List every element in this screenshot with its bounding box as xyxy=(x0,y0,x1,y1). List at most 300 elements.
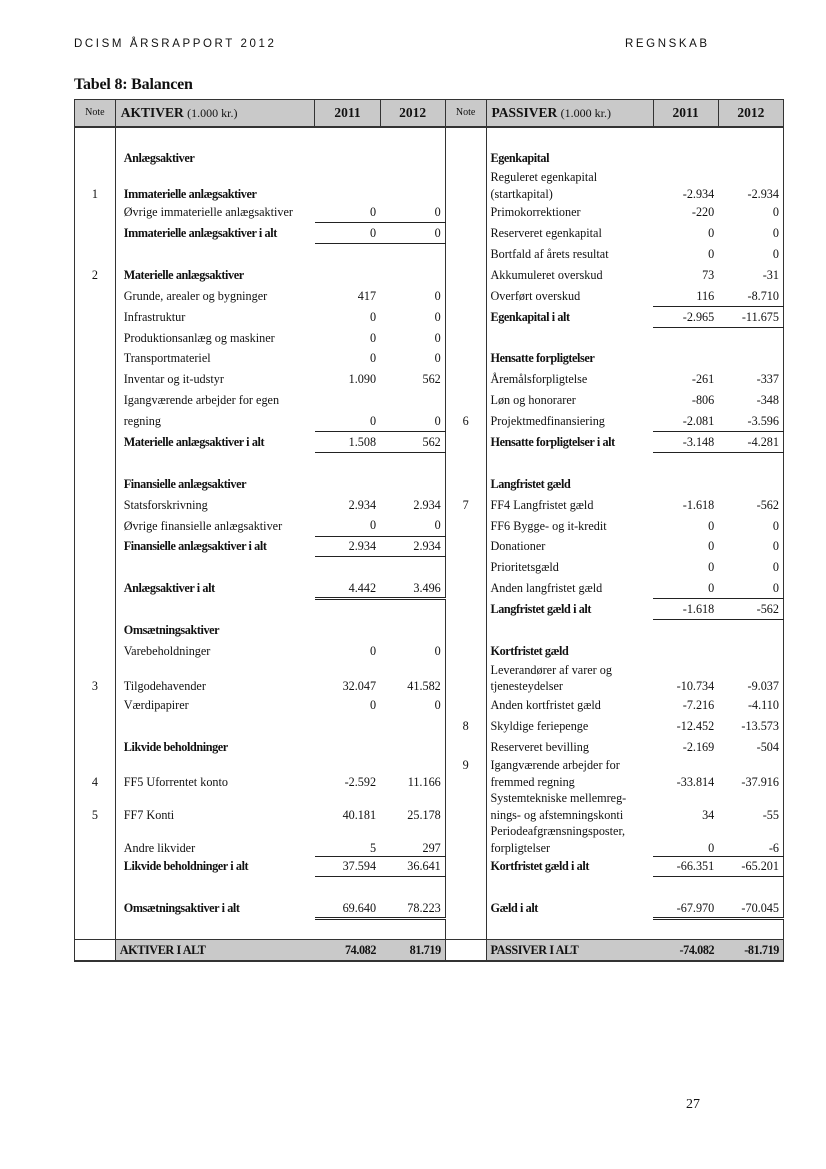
aktiver-2011-value: 32.047 xyxy=(342,679,377,694)
passiver-2012-value: 0 xyxy=(718,536,783,557)
aktiver-note xyxy=(75,452,116,473)
passiver-2011-value: -12.452 xyxy=(676,718,715,733)
aktiver-heading: AKTIVER xyxy=(120,105,184,120)
passiver-note xyxy=(445,620,486,641)
aktiver-2012-value: 25.178 xyxy=(407,807,441,822)
aktiver-note xyxy=(75,898,116,919)
aktiver-label: Værdipapirer xyxy=(123,697,189,712)
aktiver-2011-value xyxy=(315,736,380,757)
passiver-note xyxy=(445,185,486,202)
aktiver-2011-value: 37.594 xyxy=(315,856,380,877)
passiver-total-2012: -81.719 xyxy=(718,940,783,962)
passiver-2012-value xyxy=(718,452,783,473)
passiver-label: Primokorrektioner xyxy=(490,205,581,220)
aktiver-note xyxy=(75,515,116,536)
passiver-label: FF4 Langfristet gæld xyxy=(490,497,594,512)
passiver-2011-value xyxy=(653,823,718,840)
passiver-2011-value: -10.734 xyxy=(676,679,715,694)
aktiver-note: 4 xyxy=(75,774,116,791)
passiver-label: Systemtekniske mellemreg- xyxy=(490,791,627,806)
aktiver-2011-value xyxy=(315,620,380,641)
aktiver-label: Øvrige finansielle anlægsaktiver xyxy=(123,518,283,533)
passiver-label: fremmed regning xyxy=(490,774,575,789)
passiver-2012-value: -348 xyxy=(718,390,783,411)
passiver-note: 9 xyxy=(445,757,486,774)
aktiver-2012-value: 0 xyxy=(434,697,441,712)
aktiver-note xyxy=(75,369,116,390)
aktiver-2011-value xyxy=(315,557,380,578)
passiver-2011-value xyxy=(653,919,718,940)
table-row xyxy=(75,557,784,578)
aktiver-2011-value xyxy=(315,148,380,169)
passiver-note xyxy=(445,640,486,661)
aktiver-note xyxy=(75,169,116,186)
passiver-2011-value: 73 xyxy=(702,267,715,282)
passiver-2012-value: 0 xyxy=(718,557,783,578)
passiver-2012-value: 0 xyxy=(718,202,783,223)
passiver-note xyxy=(445,285,486,306)
aktiver-2011-value: 0 xyxy=(369,309,377,324)
aktiver-2011-value: 0 xyxy=(369,330,377,345)
passiver-label xyxy=(486,919,653,940)
aktiver-note xyxy=(75,432,116,453)
passiver-2012-value xyxy=(718,757,783,774)
passiver-2012-value xyxy=(718,169,783,186)
passiver-2012-value: -4.110 xyxy=(718,694,783,715)
aktiver-note xyxy=(75,840,116,857)
passiver-label: (startkapital) xyxy=(490,186,553,201)
table-row xyxy=(75,223,784,244)
aktiver-2012-value xyxy=(380,148,445,169)
aktiver-2012-value: 0 xyxy=(434,643,441,658)
aktiver-2011-value: 0 xyxy=(369,643,377,658)
aktiver-2011-value: 0 xyxy=(315,202,380,223)
passiver-2012-value: 0 xyxy=(718,223,783,244)
passiver-2011-value: -67.970 xyxy=(653,898,718,919)
table-row xyxy=(75,919,784,940)
table-row xyxy=(75,774,784,791)
aktiver-2011-value xyxy=(315,264,380,285)
passiver-2011-value: -2.169 xyxy=(682,739,715,754)
aktiver-note: 1 xyxy=(75,185,116,202)
passiver-note xyxy=(445,432,486,453)
aktiver-2012-value: 562 xyxy=(380,432,445,453)
passiver-2011-value xyxy=(653,169,718,186)
passiver-2012-value xyxy=(718,148,783,169)
aktiver-note xyxy=(75,877,116,898)
aktiver-note xyxy=(75,715,116,736)
table-row xyxy=(75,856,784,877)
aktiver-2012-value: 3.496 xyxy=(380,578,445,599)
passiver-label: Periodeafgrænsningsposter, xyxy=(490,824,626,839)
table-row xyxy=(75,327,784,348)
aktiver-note xyxy=(75,306,116,327)
aktiver-label: Immaterielle anlægsaktiver i alt xyxy=(123,226,277,241)
aktiver-label: Transportmateriel xyxy=(123,351,211,366)
aktiver-2011-value: 1.508 xyxy=(315,432,380,453)
aktiver-2011-value xyxy=(315,919,380,940)
passiver-note xyxy=(445,348,486,369)
passiver-note: 8 xyxy=(445,715,486,736)
table-row xyxy=(75,757,784,774)
aktiver-2012-value xyxy=(380,264,445,285)
passiver-2012-value: -11.675 xyxy=(718,306,783,327)
aktiver-2012-value: 0 xyxy=(380,202,445,223)
aktiver-note xyxy=(75,790,116,807)
passiver-2012-header: 2012 xyxy=(718,100,783,128)
passiver-label: Kortfristet gæld xyxy=(490,643,569,658)
passiver-2011-value xyxy=(653,661,718,678)
aktiver-label: FF7 Konti xyxy=(123,807,175,822)
aktiver-note xyxy=(75,411,116,432)
passiver-total-label: PASSIVER I ALT xyxy=(486,940,653,962)
table-row xyxy=(75,473,784,494)
aktiver-2011-value xyxy=(315,390,380,411)
passiver-2012-value: -13.573 xyxy=(718,715,783,736)
passiver-note xyxy=(445,306,486,327)
aktiver-total-2012: 81.719 xyxy=(380,940,445,962)
aktiver-note xyxy=(75,148,116,169)
aktiver-note xyxy=(75,823,116,840)
passiver-note xyxy=(445,390,486,411)
table-row xyxy=(75,369,784,390)
table-row xyxy=(75,432,784,453)
aktiver-2011-value: 69.640 xyxy=(315,898,380,919)
aktiver-note xyxy=(75,919,116,940)
table-title: Tabel 8: Balancen xyxy=(74,76,193,93)
passiver-2012-value xyxy=(718,919,783,940)
aktiver-2012-value xyxy=(380,715,445,736)
passiver-label: Donationer xyxy=(490,539,546,554)
passiver-label: Skyldige feriepenge xyxy=(490,718,589,733)
passiver-2012-value: -55 xyxy=(718,807,783,824)
aktiver-2012-value xyxy=(380,185,445,202)
passiver-label: FF6 Bygge- og it-kredit xyxy=(490,518,607,533)
aktiver-note xyxy=(75,694,116,715)
passiver-note xyxy=(445,919,486,940)
table-row xyxy=(75,823,784,840)
passiver-note xyxy=(445,223,486,244)
passiver-label: nings- og afstemningskonti xyxy=(490,807,624,822)
aktiver-2011-value: 0 xyxy=(369,697,377,712)
aktiver-note xyxy=(75,244,116,265)
passiver-2011-value xyxy=(653,790,718,807)
passiver-label: Egenkapital xyxy=(490,151,550,166)
aktiver-total-2011: 74.082 xyxy=(315,940,380,962)
passiver-2012-value xyxy=(718,473,783,494)
aktiver-2012-value: 0 xyxy=(434,288,441,303)
aktiver-2012-value xyxy=(380,557,445,578)
aktiver-2012-value xyxy=(380,877,445,898)
aktiver-2011-value: 40.181 xyxy=(342,807,377,822)
passiver-note xyxy=(445,694,486,715)
aktiver-label: Omsætningsaktiver xyxy=(123,623,220,638)
top-spacer-row xyxy=(75,127,784,148)
totals-row xyxy=(75,940,784,962)
aktiver-2012-value: 2.934 xyxy=(413,497,441,512)
aktiver-label: Infrastruktur xyxy=(123,309,186,324)
passiver-label: Hensatte forpligtelser xyxy=(490,351,595,366)
passiver-2012-value: -65.201 xyxy=(718,856,783,877)
table-row xyxy=(75,694,784,715)
aktiver-2012-header: 2012 xyxy=(380,100,445,128)
aktiver-2012-value xyxy=(380,919,445,940)
passiver-2011-value: 0 xyxy=(653,578,718,599)
aktiver-note xyxy=(75,856,116,877)
aktiver-2012-value xyxy=(380,736,445,757)
passiver-note: 7 xyxy=(445,494,486,515)
passiver-2012-value xyxy=(718,640,783,661)
table-row xyxy=(75,348,784,369)
aktiver-2011-value xyxy=(315,452,380,473)
aktiver-label: Immaterielle anlægsaktiver xyxy=(123,186,257,201)
aktiver-label: Likvide beholdninger i alt xyxy=(123,859,249,874)
passiver-note xyxy=(445,244,486,265)
passiver-2011-value: 0 xyxy=(653,840,718,857)
passiver-2011-value: 0 xyxy=(708,518,715,533)
passiver-2011-value xyxy=(653,327,718,348)
table-row xyxy=(75,578,784,599)
aktiver-2012-value: 562 xyxy=(422,372,441,387)
aktiver-label xyxy=(115,599,315,620)
passiver-label: Løn og honorarer xyxy=(490,393,576,408)
aktiver-label xyxy=(115,661,315,678)
table-row xyxy=(75,736,784,757)
passiver-label xyxy=(486,327,653,348)
passiver-2011-value xyxy=(653,348,718,369)
aktiver-label: Øvrige immaterielle anlægsaktiver xyxy=(123,205,293,220)
passiver-2012-value: 0 xyxy=(718,578,783,599)
table-row xyxy=(75,640,784,661)
aktiver-2012-value: 36.641 xyxy=(380,856,445,877)
aktiver-label: Inventar og it-udstyr xyxy=(123,372,224,387)
passiver-label: tjenesteydelser xyxy=(490,679,563,694)
passiver-note xyxy=(445,202,486,223)
aktiver-label xyxy=(115,244,315,265)
aktiver-label: Varebeholdninger xyxy=(123,643,211,658)
table-row xyxy=(75,148,784,169)
aktiver-2012-value xyxy=(380,390,445,411)
table-row xyxy=(75,661,784,678)
aktiver-2011-value xyxy=(315,757,380,774)
passiver-2011-value: 0 xyxy=(708,226,715,241)
passiver-note xyxy=(445,169,486,186)
aktiver-2012-value: 11.166 xyxy=(407,774,441,789)
passiver-unit: (1.000 kr.) xyxy=(560,106,611,120)
passiver-label: Prioritetsgæld xyxy=(490,560,559,575)
aktiver-label: regning xyxy=(123,414,161,429)
table-row xyxy=(75,807,784,824)
aktiver-2011-value xyxy=(315,877,380,898)
aktiver-2011-value: 0 xyxy=(369,351,377,366)
aktiver-2011-value: 0 xyxy=(315,515,380,536)
table-row xyxy=(75,790,784,807)
aktiver-2011-value xyxy=(315,790,380,807)
aktiver-label: Produktionsanlæg og maskiner xyxy=(123,330,275,345)
table-row xyxy=(75,264,784,285)
passiver-2011-value: 0 xyxy=(708,560,715,575)
passiver-note: 6 xyxy=(445,411,486,432)
table-row xyxy=(75,390,784,411)
passiver-2011-value xyxy=(653,877,718,898)
aktiver-2012-value: 2.934 xyxy=(380,536,445,557)
aktiver-label xyxy=(115,757,315,774)
aktiver-note xyxy=(75,494,116,515)
passiver-label: Igangværende arbejder for xyxy=(490,758,620,773)
passiver-2011-value: 0 xyxy=(708,247,715,261)
aktiver-label xyxy=(115,452,315,473)
aktiver-label xyxy=(115,823,315,840)
table-row xyxy=(75,877,784,898)
passiver-2012-value: -9.037 xyxy=(718,678,783,695)
aktiver-label: Grunde, arealer og bygninger xyxy=(123,288,268,303)
passiver-2012-value xyxy=(718,661,783,678)
passiver-label xyxy=(486,452,653,473)
passiver-2011-value: -1.618 xyxy=(653,599,718,620)
aktiver-note xyxy=(75,536,116,557)
passiver-label: Langfristet gæld xyxy=(490,476,571,491)
note-column-header-right: Note xyxy=(445,100,486,128)
passiver-label: Akkumuleret overskud xyxy=(490,267,603,282)
aktiver-label xyxy=(115,919,315,940)
aktiver-note: 5 xyxy=(75,807,116,824)
passiver-2011-value: -261 xyxy=(691,372,715,387)
passiver-heading: PASSIVER xyxy=(491,105,558,120)
aktiver-unit: (1.000 kr.) xyxy=(187,106,238,120)
passiver-2011-value: 0 xyxy=(708,539,715,554)
passiver-2011-value: 34 xyxy=(702,807,715,822)
passiver-2011-value: -806 xyxy=(691,393,715,408)
table-row xyxy=(75,494,784,515)
aktiver-2011-value: 2.934 xyxy=(348,497,377,512)
passiver-note xyxy=(445,807,486,824)
page-number: 27 xyxy=(686,1097,700,1112)
aktiver-note xyxy=(75,285,116,306)
aktiver-2012-value xyxy=(380,599,445,620)
table-row xyxy=(75,898,784,919)
aktiver-2011-value xyxy=(315,185,380,202)
aktiver-2012-value: 0 xyxy=(380,223,445,244)
aktiver-note xyxy=(75,202,116,223)
passiver-2011-value xyxy=(653,640,718,661)
aktiver-2012-value xyxy=(380,620,445,641)
aktiver-label xyxy=(115,169,315,186)
passiver-note xyxy=(445,557,486,578)
passiver-label: Overført overskud xyxy=(490,288,581,303)
aktiver-label: Igangværende arbejder for egen xyxy=(123,393,280,408)
table-row xyxy=(75,285,784,306)
aktiver-2011-value xyxy=(315,823,380,840)
passiver-label: forpligtelser xyxy=(490,840,551,855)
passiver-2012-value xyxy=(718,620,783,641)
passiver-2012-value: -562 xyxy=(718,494,783,515)
aktiver-2011-value xyxy=(315,661,380,678)
aktiver-2011-value: 1.090 xyxy=(348,372,377,387)
aktiver-label: Anlægsaktiver i alt xyxy=(123,581,215,596)
aktiver-2012-value xyxy=(380,823,445,840)
passiver-2012-value: -31 xyxy=(718,264,783,285)
passiver-note xyxy=(445,877,486,898)
aktiver-label xyxy=(115,715,315,736)
aktiver-2012-value: 297 xyxy=(380,840,445,857)
aktiver-2012-value: 41.582 xyxy=(407,679,441,694)
passiver-2012-value xyxy=(718,877,783,898)
aktiver-2012-value xyxy=(380,169,445,186)
passiver-note xyxy=(445,515,486,536)
aktiver-note xyxy=(75,348,116,369)
passiver-2012-value: -70.045 xyxy=(718,898,783,919)
aktiver-note xyxy=(75,390,116,411)
passiver-2011-value: 116 xyxy=(653,285,718,306)
aktiver-note: 3 xyxy=(75,678,116,695)
passiver-label xyxy=(486,620,653,641)
aktiver-note xyxy=(75,578,116,599)
aktiver-2012-value xyxy=(380,757,445,774)
passiver-2012-value: -4.281 xyxy=(718,432,783,453)
aktiver-note xyxy=(75,327,116,348)
aktiver-note xyxy=(75,736,116,757)
passiver-2011-value: -220 xyxy=(691,205,715,220)
passiver-label: Reguleret egenkapital xyxy=(490,170,598,185)
aktiver-2011-value: 0 xyxy=(315,223,380,244)
aktiver-2011-value: 2.934 xyxy=(315,536,380,557)
aktiver-note xyxy=(75,557,116,578)
aktiver-note xyxy=(75,599,116,620)
table-row xyxy=(75,202,784,223)
passiver-2012-value: -337 xyxy=(718,369,783,390)
passiver-2012-value xyxy=(718,327,783,348)
passiver-2011-value: -2.934 xyxy=(682,186,715,201)
aktiver-label: Materielle anlægsaktiver i alt xyxy=(123,435,265,450)
aktiver-2012-value: 78.223 xyxy=(380,898,445,919)
aktiver-note xyxy=(75,661,116,678)
aktiver-label: Tilgodehavender xyxy=(123,679,206,694)
aktiver-label: Finansielle anlægsaktiver i alt xyxy=(123,539,267,554)
passiver-note xyxy=(445,840,486,857)
note-column-header: Note xyxy=(75,100,116,128)
passiver-label: Egenkapital i alt xyxy=(490,309,570,324)
running-header-right: REGNSKAB xyxy=(625,38,710,50)
passiver-2011-value: -3.148 xyxy=(653,432,718,453)
aktiver-label xyxy=(115,790,315,807)
aktiver-2011-value xyxy=(315,473,380,494)
passiver-2012-value: -3.596 xyxy=(718,411,783,432)
table-row xyxy=(75,185,784,202)
table-row xyxy=(75,599,784,620)
passiver-2011-value: -7.216 xyxy=(682,697,715,712)
passiver-2011-value xyxy=(653,452,718,473)
aktiver-label: Statsforskrivning xyxy=(123,497,208,512)
passiver-2011-value: -66.351 xyxy=(653,856,718,877)
aktiver-2011-value: 4.442 xyxy=(315,578,380,599)
aktiver-label: FF5 Uforrentet konto xyxy=(123,774,228,789)
aktiver-label: Likvide beholdninger xyxy=(123,739,228,754)
table-row xyxy=(75,536,784,557)
passiver-label: Kortfristet gæld i alt xyxy=(490,859,589,874)
aktiver-2011-value: 0 xyxy=(315,411,380,432)
passiver-label xyxy=(486,877,653,898)
passiver-2011-value: -1.618 xyxy=(682,497,715,512)
passiver-note xyxy=(445,790,486,807)
passiver-2012-value: -8.710 xyxy=(718,285,783,306)
table-row xyxy=(75,169,784,186)
passiver-2012-value xyxy=(718,348,783,369)
aktiver-2011-value: 5 xyxy=(315,840,380,857)
aktiver-2012-value xyxy=(380,473,445,494)
table-row xyxy=(75,678,784,695)
aktiver-label xyxy=(115,557,315,578)
table-row xyxy=(75,515,784,536)
